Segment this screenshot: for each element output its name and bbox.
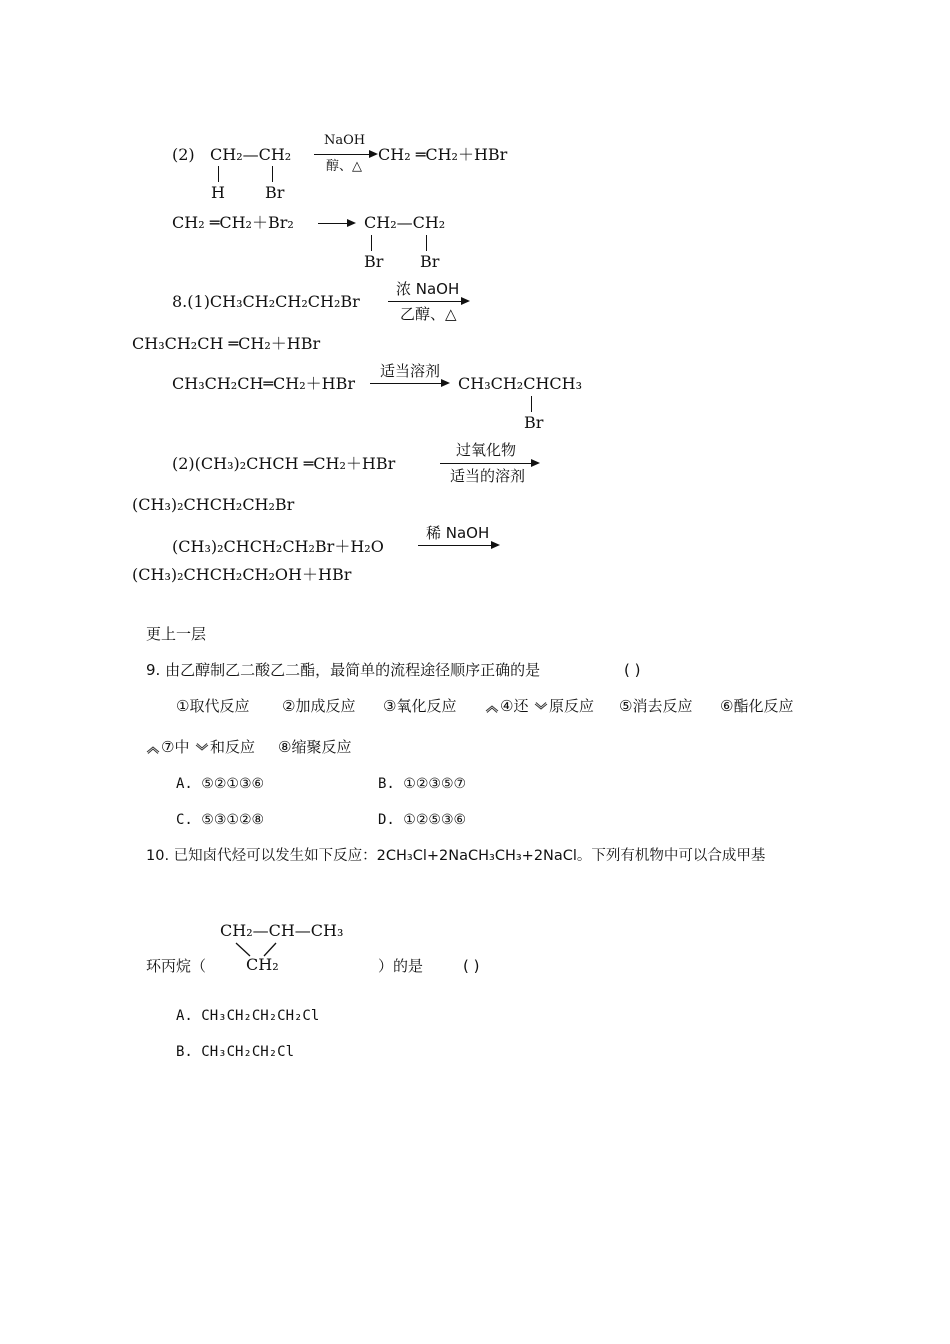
chevron-up-icon bbox=[485, 703, 499, 713]
cyclopropane-top: CH₂—CH—CH₃ bbox=[220, 921, 344, 940]
q10-stem: 10. 已知卤代烃可以发生如下反应：2CH₃Cl+2NaCH₃CH₃+2NaCl。下列有机物中可以合成甲基 bbox=[146, 848, 766, 864]
choice-b: B. ①②③⑤⑦ bbox=[378, 776, 467, 792]
q8-line7-formula: (CH₃)₂CHCH₂CH₂OH＋HBr bbox=[132, 565, 352, 584]
choice-d: D. ①②⑤③⑥ bbox=[378, 812, 467, 828]
option-3: ③氧化反应 bbox=[383, 697, 457, 715]
reaction-arrow bbox=[388, 301, 468, 302]
product-formula: CH₂—CH₂ bbox=[364, 213, 446, 232]
condition-top: 稀 NaOH bbox=[426, 524, 490, 542]
condition-top: 过氧化物 bbox=[456, 441, 517, 459]
substituent-h: H bbox=[211, 183, 225, 202]
product-formula: CH₂ ═CH₂＋HBr bbox=[378, 145, 508, 164]
bond-line bbox=[218, 166, 219, 182]
reaction-arrow bbox=[440, 463, 538, 464]
answer-paren: ( ) bbox=[624, 661, 641, 679]
chevron-down-icon bbox=[534, 702, 548, 712]
q9-stem: 9. 由乙醇制乙二酸乙二酯，最简单的流程途径顺序正确的是 bbox=[146, 661, 541, 679]
substituent-br: Br bbox=[364, 252, 384, 271]
option-8: ⑧缩聚反应 bbox=[278, 738, 352, 756]
option-2: ②加成反应 bbox=[282, 697, 356, 715]
choice-b: B. CH₃CH₂CH₂Cl bbox=[176, 1044, 295, 1060]
reaction-arrow bbox=[318, 223, 354, 224]
reaction-arrow bbox=[418, 545, 498, 546]
option-6: ⑥酯化反应 bbox=[720, 697, 794, 715]
section-title: 更上一层 bbox=[146, 625, 207, 643]
q8-line6-reactants: (CH₃)₂CHCH₂CH₂Br＋H₂O bbox=[172, 537, 384, 556]
choice-a: A. ⑤②①③⑥ bbox=[176, 776, 265, 792]
option-4-part2: 原反应 bbox=[549, 697, 595, 715]
q10-suffix: ）的是 bbox=[378, 957, 424, 975]
bond-line bbox=[426, 235, 427, 251]
condition-bottom: 醇、△ bbox=[326, 159, 362, 174]
cyclopropane-bottom: CH₂ bbox=[246, 955, 279, 974]
condition-top: NaOH bbox=[324, 133, 366, 148]
q8-line3-reactants: CH₃CH₂CH═CH₂＋HBr bbox=[172, 374, 356, 393]
option-7-part2: 和反应 bbox=[210, 738, 256, 756]
choice-c: C. ⑤③①②⑧ bbox=[176, 812, 265, 828]
bond-line bbox=[272, 166, 273, 182]
option-1: ①取代反应 bbox=[176, 697, 250, 715]
reactants-formula: CH₂ ═CH₂＋Br₂ bbox=[172, 213, 294, 232]
choice-a: A. CH₃CH₂CH₂CH₂Cl bbox=[176, 1008, 320, 1024]
condition-bottom: 适当的溶剂 bbox=[450, 467, 526, 485]
chevron-up-icon bbox=[146, 744, 160, 754]
reaction-arrow bbox=[370, 383, 448, 384]
bond-line bbox=[371, 235, 372, 251]
substituent-br: Br bbox=[524, 413, 544, 432]
reaction-arrow bbox=[314, 154, 376, 155]
chevron-down-icon bbox=[195, 743, 209, 753]
option-5: ⑤消去反应 bbox=[619, 697, 693, 715]
condition-bottom: 乙醇、△ bbox=[400, 305, 457, 323]
bond-line bbox=[531, 396, 532, 412]
condition-top: 适当溶剂 bbox=[380, 362, 441, 380]
q10-prefix: 环丙烷（ bbox=[146, 957, 207, 975]
q8-line2-formula: CH₃CH₂CH ═CH₂＋HBr bbox=[132, 334, 321, 353]
option-4-part1: ④还 bbox=[500, 697, 529, 715]
q8-line3-product: CH₃CH₂CHCH₃ bbox=[458, 374, 583, 393]
substituent-br: Br bbox=[265, 183, 285, 202]
q8-line5-formula: (CH₃)₂CHCH₂CH₂Br bbox=[132, 495, 295, 514]
answer-paren: ( ) bbox=[463, 957, 480, 975]
q8-line1-formula: 8.(1)CH₃CH₂CH₂CH₂Br bbox=[172, 292, 360, 311]
reactant-formula: CH₂—CH₂ bbox=[210, 145, 292, 164]
q8-line4-reactants: (2)(CH₃)₂CHCH ═CH₂＋HBr bbox=[172, 454, 396, 473]
reaction-label: (2) bbox=[172, 145, 195, 164]
substituent-br: Br bbox=[420, 252, 440, 271]
condition-top: 浓 NaOH bbox=[396, 280, 460, 298]
option-7-part1: ⑦中 bbox=[161, 738, 190, 756]
